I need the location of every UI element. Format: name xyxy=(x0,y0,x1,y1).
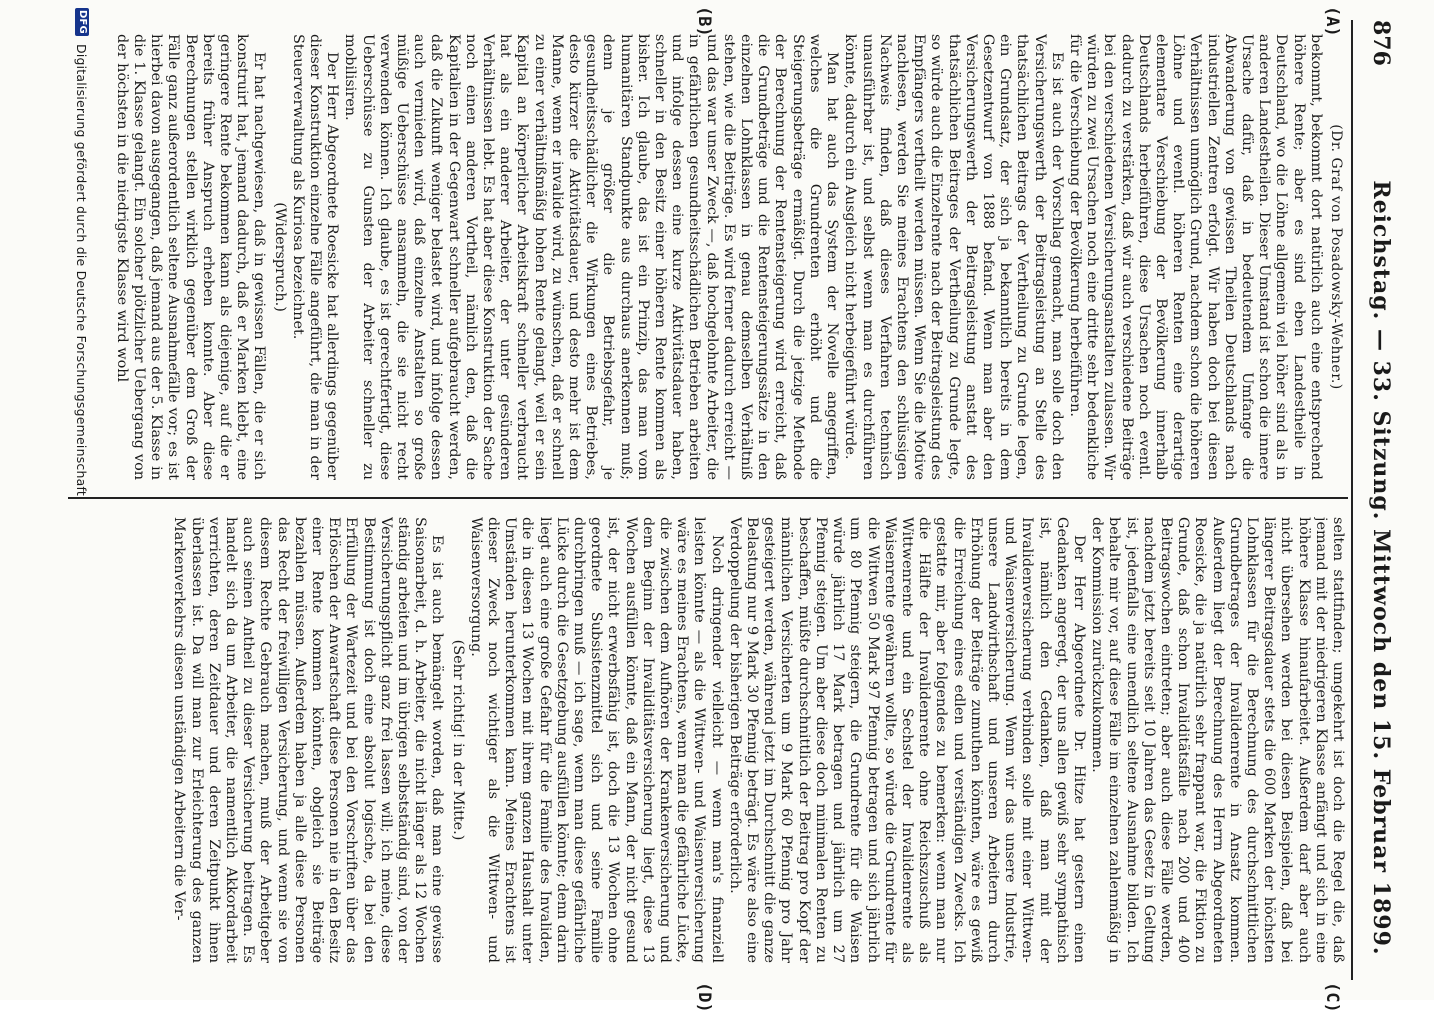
speaker-line: (Dr. Graf von Posadowsky-Wehner.) xyxy=(1328,124,1344,390)
paragraph: Man hat auch das System der Novelle angegriffen, welches die Grundrenten erhöht und die Steigerungsbeträge ermäßigt. Durch die jetzige Methode der Berechnung der Rentensteigerung wird erreicht, daß die Grundbeträge und die Rentensteigerungssätze in den einzelnen Lohnklassen in genau demselben Verhältniß stehen, wie die Beiträge. Es wird ferner dadurch erreicht — und das war unser Zweck —, daß hochgelohnte Arbeiter, die in gefährlichen gesundheitsschädlichen Betrieben arbeiten und infolge dessen eine kurze Aktivitätsdauer haben, schneller in den Besitz einer höheren Rente kommen als bisher. Ich glaube, das ist ein Prinzip, das man vom humanitären Standpunkte aus durchaus anerkennen muß; denn je größer die Betriebsgefahr, je gesundheitsschädlicher die Wirkungen eines Betriebes, desto kürzer die Aktivitätsdauer, und desto mehr ist dem Manne, wenn er invalide wird, zu wünschen, daß er schnell zu einer verhältnißmäßig hohen Rente gelangt, weil er sein Kapital an körperlicher Arbeitskraft schneller verbraucht hat als ein anderer Arbeiter, der unter gesünderen Verhältnissen lebt. Es hat aber diese Konstruktion der Sache noch einen anderen Vortheil, nämlich den, daß die Kapitalien in der Gegenwart schneller aufgebraucht werden, daß die Zukunft weniger belastet wird, und infolge dessen auch vermieden wird, daß einzelne Anstalten so große müßige Ueberschüsse ansammeln, die sie nicht recht verwenden können. Ich glaube, es ist gerechtfertigt, diese Ueberschüsse zu Gunsten der Arbeiter schneller zu mobilisiren. xyxy=(342,34,841,480)
running-header xyxy=(1360,20,1394,976)
paragraph: Es ist auch der Vorschlag gemacht, man solle doch den Versicherungswerth der Beitragsleistung an Stelle des thatsächlichen Beitrags der Vertheilung zu Grunde legen, ein Grundsatz, der sich ja bekanntlich bereits in dem Gesetzentwurf von 1888 befand. Wenn man aber den Versicherungswerth der Beitragsleistung anstatt des thatsächlichen Beitrages der Vertheilung zu Grunde legte, so würde auch die Einzelrente nach der Beitragsleistung des Empfängers vertheilt werden müssen. Wenn Sie die Motive nachlesen, werden Sie meines Erachtens den schlüssigen Nachweis finden, daß dieses Verfahren technisch unausführbar ist, und selbst wenn man es durchführen könnte, dadurch ein Ausgleich nicht herbeigeführt würde. xyxy=(842,34,1065,480)
paragraph: Er hat nachgewiesen, daß in gewissen Fällen, die er sich konstruirt hat, jemand dadurch, daß er Marken klebt, eine geringere Rente bekommen kann als diejenige, auf die er bereits früher Anspruch erheben konnte. Aber diese Berechnungen stellen wirklich gegenüber dem Groß der Fälle ganz außerordentlich seltene Ausnahmefälle vor; es ist hierbei davon ausgegangen, daß jemand aus der 5. Klasse in die 1. Klasse gelangt. Ein solcher plötzlicher Uebergang von der höchsten in die niedrigste Klasse wird wohl xyxy=(113,34,268,480)
page-header-title: Reichstag. — 33. Sitzung. Mittwoch den 15. Februar 1899. xyxy=(1368,180,1394,956)
column-divider xyxy=(68,497,1348,499)
left-column xyxy=(76,34,1346,480)
margin-mark-a: (A) xyxy=(1322,6,1342,37)
interjection: (Sehr richtig! in der Mitte.) xyxy=(449,639,466,841)
imprint-text: Digitalisierung gefördert durch die Deutsche Forschungsgemeinschaft xyxy=(74,44,90,496)
margin-mark-d: (D) xyxy=(694,982,714,1013)
dfg-logo: DFG xyxy=(75,8,89,36)
paragraph: Der Herr Abgeordnete Dr. Hitze hat gestern einen Gedanken angeregt, der uns allen gewiß sehr sympathisch ist, nämlich den Gedanken, daß man mit der Invalidenversicherung verbinden solle mit einer Wittwen- und Waisenversicherung. Wenn wir das unsere Industrie, unsere Landwirthschaft und unseren Arbeitern durch Erhöhung der Beiträge zumuthen könnten, wäre es gewiß die Erreichung eines edlen und verständigen Zwecks. Ich gestatte mir, aber folgendes zu bemerken: wenn man nur die Hälfte der Invalidenrente ohne Reichszuschuß als Wittwenrente und ein Sechstel der Invalidenrente als Waisenrente gewähren wollte, so würde die Grundrente für die Wittwen 50 Mark 97 Pfennig betragen und sich jährlich um 80 Pfennig steigern, die Grundrente für die Waisen würde jährlich 17 Mark betragen und jährlich um 27 Pfennig steigen. Um aber diese doch minimalen Renten zu beschaffen, müßte durchschnittlich der Beitrag pro Kopf der männlichen Versicherten um 9 Mark 60 Pfennig pro Jahr gesteigert werden, während jetzt im Durchschnitt die ganze Belastung nur 9 Mark 30 Pfennig beträgt. Es wäre also eine Verdoppelung der bisherigen Beiträge erforderlich. xyxy=(726,517,1087,963)
page-number: 876 xyxy=(1368,20,1394,66)
header-rule xyxy=(1351,20,1353,980)
digitization-imprint xyxy=(70,0,94,1000)
paragraph: Der Herr Abgeordnete Roesicke hat allerdings gegenüber dieser Konstruktion einzelne Fälle angeführt, die man in der Steuerverwaltung als Kuriosa bezeichnet. xyxy=(289,34,341,480)
right-column xyxy=(76,517,1346,963)
margin-mark-b: (B) xyxy=(694,6,714,37)
interjection: (Widerspruch.) xyxy=(271,202,288,312)
paragraph: Noch dringender vielleicht — wenn man's finanziell leisten könnte — als die Wittwen- und Waisenversicherung wäre es meines Erachtens, wenn man die gefährliche Lücke, die zwischen dem Aufhören der Krankenversicherung und dem Beginn der Invaliditätsversicherung liegt, diese 13 Wochen ausfüllen könnte, daß ein Mann, der nicht gesund ist, der nicht erwerbsfähig ist, doch die 13 Wochen ohne geordnete Subsistenzmittel sich und seine Familie durchbringen muß — ich sage, wenn man diese gefährliche Lücke durch die Gesetzgebung ausfüllen könnte; denn darin liegt auch eine große Gefahr für die Familie des Invaliden, die in diesen 13 Wochen mit ihrem ganzen Haushalt unter Umständen herunterkommen kann. Meines Erachtens ist dieser Zweck noch wichtiger als die Wittwen- und Waisenversorgung. xyxy=(467,517,725,963)
paragraph: Es ist auch bemängelt worden, daß man eine gewisse Saisonarbeit, d. h. Arbeiter, die nicht länger als 12 Wochen ständig arbeiten und im übrigen selbstständig sind, von der Versicherungspflicht ganz frei lassen will; ich meine, diese Bestimmung ist doch eine absolut logische, da bei den Erfüllung der Wartezeit und bei den Vorschriften über das Erlöschen der Anwartschaft diese Personen nie in den Besitz einer Rente kommen könnten, obgleich sie Beiträge bezahlen müssen. Außerdem haben ja alle diese Personen das Recht der freiwilligen Versicherung, und wenn sie von diesem Rechte Gebrauch machen, muß der Arbeitgeber auch seinen Antheil zu dieser Versicherung beitragen. Es handelt sich da um Arbeiter, die namentlich Akkordarbeit verrichten, deren Zeitdauer und deren Zeitpunkt ihnen überlassen ist. Da will man zur Erleichterung des ganzen Markenverkehrs diesen unständigen Arbeitern die Ver- xyxy=(171,517,446,963)
paragraph: selten stattfinden; umgekehrt ist doch die Regel die, daß jemand mit der niedrigeren Klasse anfängt und sich in eine höhere Klasse hinaufarbeitet. Außerdem darf aber auch nicht übersehen werden bei diesen Beispielen, daß bei längerer Beitragsdauer stets die 600 Marken der höchsten Lohnklassen für die Berechnung des durchschnittlichen Grundbetrages der Invalidenrente in Ansatz kommen. Außerdem liegt der Berechnung des Herrn Abgeordneten Roesicke, die ja natürlich sehr frappant war, die Fiktion zu Grunde, daß schon Invaliditätsfälle nach 200 und 400 Beitragswochen eintreten; aber auch diese Fälle werden, nachdem jetzt bereits seit 10 Jahren das Gesetz in Geltung ist, jedenfalls eine unendlich seltene Ausnahme bilden. Ich behalte mir vor, auf diese Fälle im einzelnen zahlenmäßig in der Kommission zurückzukommen. xyxy=(1089,517,1346,963)
margin-mark-c: (C) xyxy=(1322,982,1342,1013)
paragraph: bekommt, bekommt dort natürlich auch eine entsprechend höhere Rente; aber es sind eben Landestheile in Deutschland, wo die Löhne allgemein viel höher sind als in anderen Landestheilen. Dieser Umstand ist schon die innere Ursache dafür, daß in bedeutendem Umfange die Abwanderung von gewissen Theilen Deutschlands nach industriellen Zentren erfolgt. Wir haben doch bei diesen Verhältnissen unmöglich Grund, nachdem schon die höheren Löhne und eventl. höheren Renten eine derartige elementare Verschiebung der Bevölkerung innerhalb Deutschlands herbeiführen, diese Ursachen noch eventl. dadurch zu verstärken, daß wir auch verschiedene Beiträge bei den verschiedenen Versicherungsanstalten zulassen. Wir würden zu zwei Ursachen noch eine dritte sehr bedenkliche für die Verschiebung der Bevölkerung herbeiführen. xyxy=(1066,34,1324,480)
